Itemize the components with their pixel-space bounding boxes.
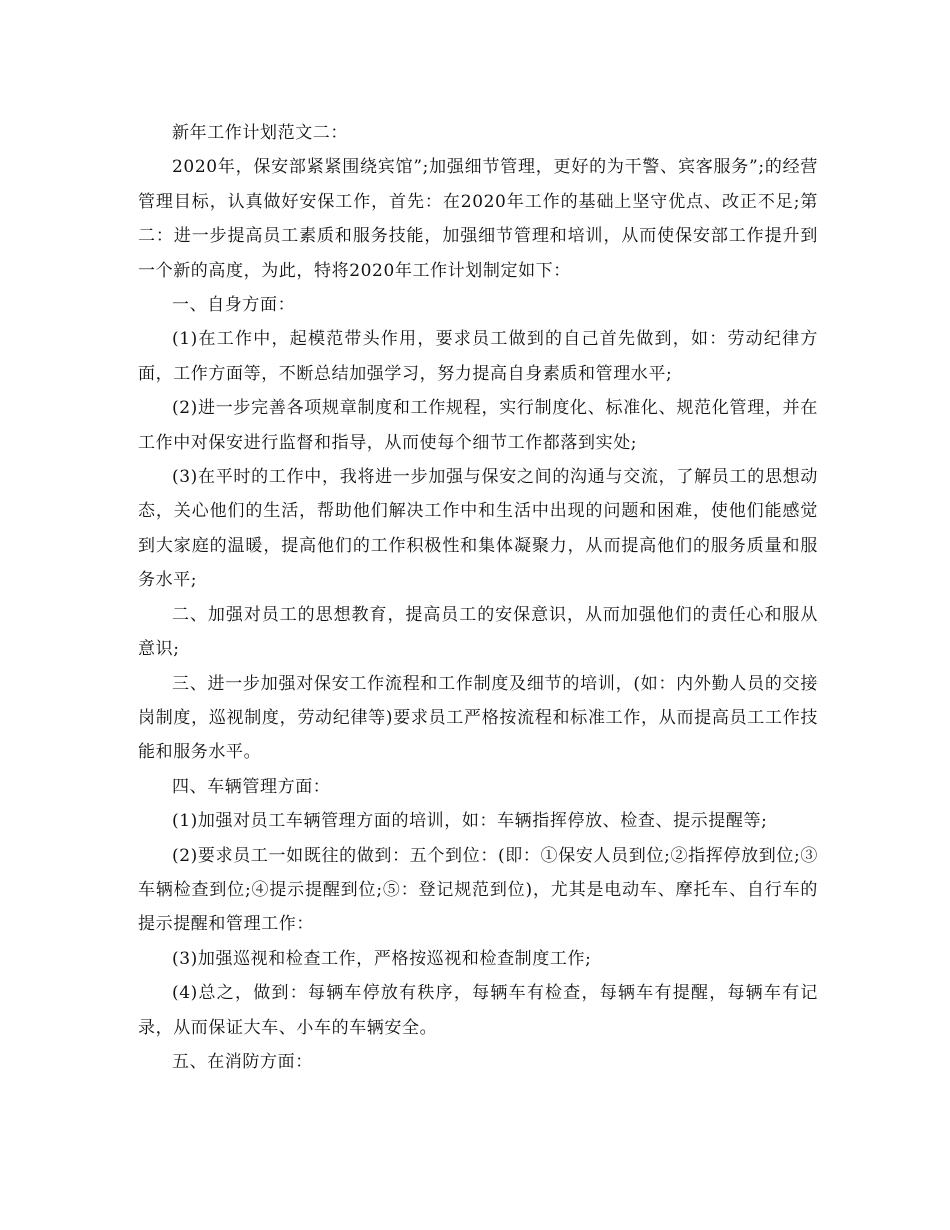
list-item: (4)总之，做到：每辆车停放有秩序，每辆车有检查，每辆车有提醒，每辆车有记录，从而保证大车、小车的车辆安全。 <box>138 983 818 1038</box>
list-item: (3)在平时的工作中，我将进一步加强与保安之间的沟通与交流，了解员工的思想动态，关心他们的生活，帮助他们解决工作中和生活中出现的问题和困难，使他们能感觉到大家庭的温暖，提高他们的工作积极性和集体凝聚力，从而提高他们的服务质量和服务水平; <box>138 467 818 591</box>
section-heading-self: 一、自身方面： <box>172 295 296 316</box>
list-item: (3)加强巡视和检查工作，严格按巡视和检查制度工作; <box>172 948 592 969</box>
document-body <box>138 116 818 1079</box>
section-paragraph-education: 二、加强对员工的思想教育，提高员工的安保意识，从而加强他们的责任心和服从意识; <box>138 604 818 660</box>
list-item: (1)在工作中，起模范带头作用，要求员工做到的自己首先做到，如：劳动纪律方面，工作方面等，不断总结加强学习，努力提高自身素质和管理水平; <box>138 329 818 384</box>
intro-paragraph: 2020年，保安部紧紧围绕宾馆”;加强细节管理，更好的为干警、宾客服务”;的经营管理目标，认真做好安保工作，首先：在2020年工作的基础上坚守优点、改正不足;第二：进一步提高员工素质和服务技能，加强细节管理和培训，从而使保安部工作提升到一个新的高度，为此，特将2020年工作计划制定如下： <box>138 157 818 281</box>
list-item: (1)加强对员工车辆管理方面的培训，如：车辆指挥停放、检查、提示提醒等; <box>172 811 768 832</box>
section-heading-fire: 五、在消防方面： <box>172 1051 313 1072</box>
section-paragraph-training: 三、进一步加强对保安工作流程和工作制度及细节的培训，(如：内外勤人员的交接岗制度，巡视制度，劳动纪律等)要求员工严格按流程和标准工作，从而提高员工工作技能和服务水平。 <box>138 673 818 763</box>
list-item: (2)进一步完善各项规章制度和工作规程，实行制度化、标准化、规范化管理，并在工作中对保安进行监督和指导，从而使每个细节工作都落到实处; <box>138 398 818 453</box>
document-heading: 新年工作计划范文二： <box>172 123 348 143</box>
section-heading-vehicles: 四、车辆管理方面： <box>172 776 331 797</box>
list-item: (2)要求员工一如既往的做到：五个到位：(即：①保安人员到位;②指挥停放到位;③车辆检查到位;④提示提醒到位;⑤：登记规范到位)，尤其是电动车、摩托车、自行车的提示提醒和管理工作： <box>138 845 818 935</box>
